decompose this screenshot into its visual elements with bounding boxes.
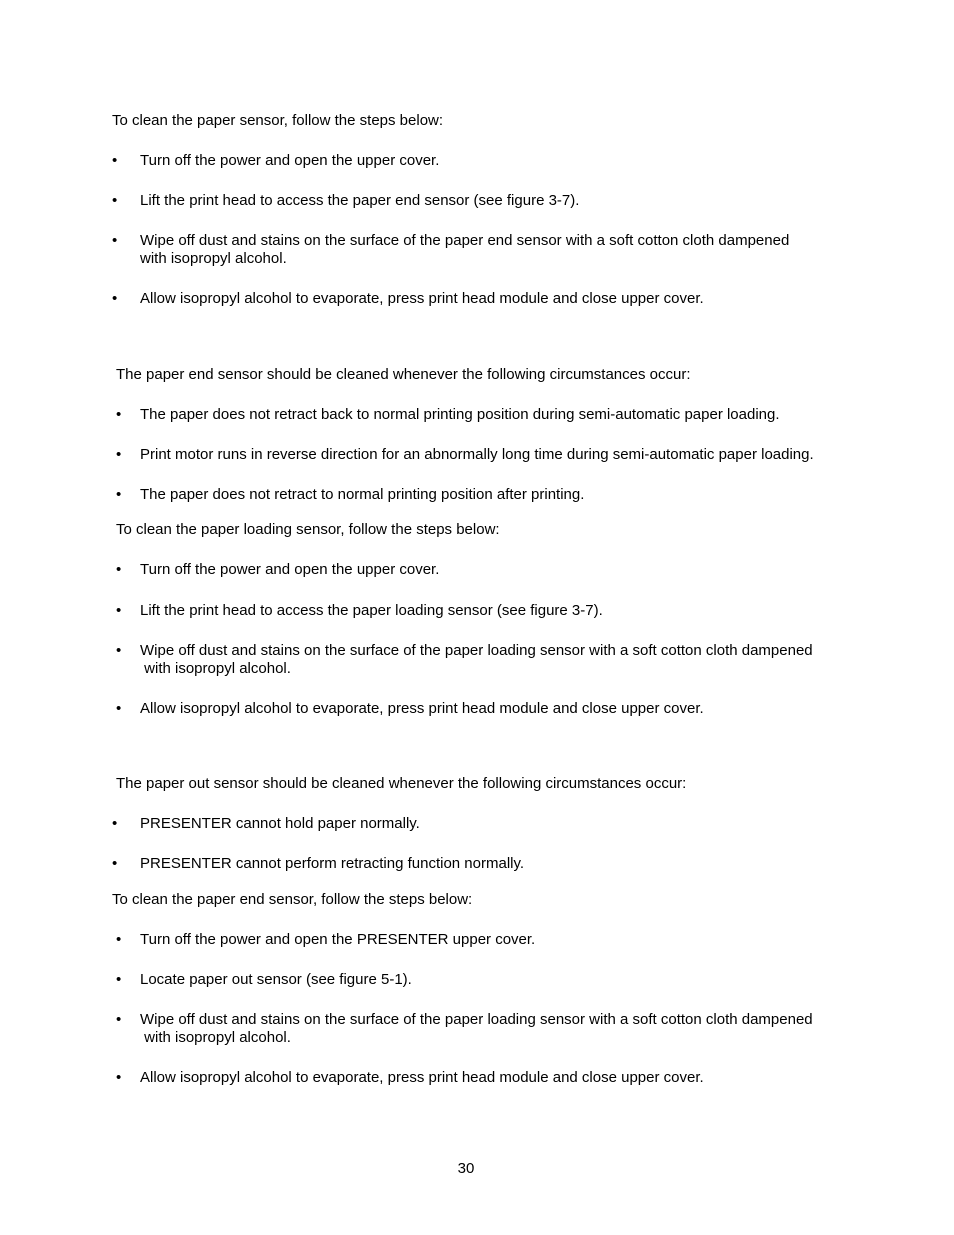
section2-steps-intro: To clean the paper loading sensor, follow the steps below: [116,521,500,538]
bullet-icon: • [116,1011,122,1028]
bullet-icon: • [112,290,118,307]
section2-intro: The paper end sensor should be cleaned whenever the following circumstances occur: [116,366,691,383]
bullet-icon: • [112,815,118,832]
bullet-icon: • [112,855,118,872]
page-number: 30 [457,1160,475,1177]
list-item-text: The paper does not retract to normal printing position after printing. [140,486,585,503]
list-item-text: Lift the print head to access the paper loading sensor (see figure 3-7). [140,602,603,619]
list-item-text: Allow isopropyl alcohol to evaporate, press print head module and close upper cover. [140,290,704,307]
section3-steps-intro: To clean the paper end sensor, follow the steps below: [112,891,473,908]
list-item-text: Turn off the power and open the PRESENTER upper cover. [140,931,536,948]
list-item-text: Allow isopropyl alcohol to evaporate, press print head module and close upper cover. [140,700,704,717]
list-item-text: PRESENTER cannot hold paper normally. [140,815,420,832]
list-item-text: Locate paper out sensor (see figure 5-1). [140,971,412,988]
list-item-text: Wipe off dust and stains on the surface of the paper end sensor with a soft cotton cloth dampened with isopropyl alcohol. [140,232,790,267]
list-item-text: Turn off the power and open the upper cover. [140,561,440,578]
list-item-text: Allow isopropyl alcohol to evaporate, press print head module and close upper cover. [140,1069,704,1086]
list-item-text: Wipe off dust and stains on the surface of the paper loading sensor with a soft cotton cloth dampened with isopropyl alcohol. [140,642,813,677]
section3-intro: The paper out sensor should be cleaned whenever the following circumstances occur: [116,775,687,792]
section1-intro: To clean the paper sensor, follow the steps below: [112,112,444,129]
bullet-icon: • [116,561,122,578]
list-item-text: Print motor runs in reverse direction for an abnormally long time during semi-automatic paper loading. [140,446,814,463]
bullet-icon: • [112,192,118,209]
bullet-icon: • [116,446,122,463]
list-item-text: PRESENTER cannot perform retracting function normally. [140,855,525,872]
bullet-icon: • [116,971,122,988]
bullet-icon: • [116,486,122,503]
list-item-text: Lift the print head to access the paper end sensor (see figure 3-7). [140,192,580,209]
bullet-icon: • [112,152,118,169]
list-item-text: Wipe off dust and stains on the surface of the paper loading sensor with a soft cotton cloth dampened with isopropyl alcohol. [140,1011,813,1046]
bullet-icon: • [116,1069,122,1086]
bullet-icon: • [112,232,118,249]
bullet-icon: • [116,602,122,619]
bullet-icon: • [116,406,122,423]
bullet-icon: • [116,700,122,717]
list-item-text: The paper does not retract back to normal printing position during semi-automatic paper loading. [140,406,780,423]
bullet-icon: • [116,931,122,948]
list-item-text: Turn off the power and open the upper cover. [140,152,440,169]
bullet-icon: • [116,642,122,659]
